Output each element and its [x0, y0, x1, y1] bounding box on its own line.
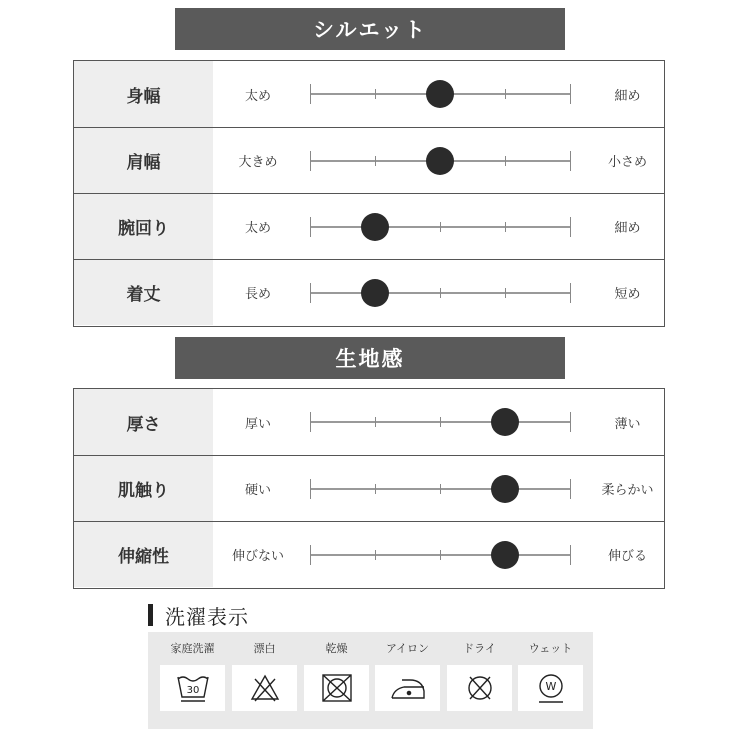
row-label: 身幅: [74, 61, 213, 127]
scale-tick: [310, 283, 311, 303]
scale-tick: [505, 222, 506, 232]
scale-tick: [440, 222, 441, 232]
scale-right-label: 伸びる: [607, 549, 647, 564]
rating-scale: [310, 554, 571, 556]
rating-scale: [310, 488, 571, 490]
rating-scale: [310, 421, 571, 423]
scale-tick: [505, 156, 506, 166]
row-label: 伸縮性: [74, 522, 213, 587]
wet-clean-icon: [518, 665, 583, 711]
rating-marker: [426, 147, 454, 175]
care-heading: [148, 602, 249, 628]
scale-left-label: 厚い: [244, 416, 271, 432]
scale-tick: [310, 545, 311, 565]
row-label: 腕回り: [74, 194, 213, 259]
scale-tick: [310, 412, 311, 432]
rating-marker: [491, 475, 519, 503]
no-bleach-icon: [232, 665, 297, 711]
rating-scale: [310, 93, 571, 95]
scale-left-label: 大きめ: [238, 155, 278, 170]
scale-tick: [570, 412, 571, 432]
silhouette-row: [74, 193, 664, 259]
fabric-row: [74, 455, 664, 521]
rating-scale: [310, 160, 571, 162]
care-label: 家庭洗濯: [170, 642, 215, 655]
scale-tick: [440, 417, 441, 427]
rating-marker: [426, 80, 454, 108]
row-label: 肌触り: [74, 456, 213, 521]
scale-tick: [310, 479, 311, 499]
care-label: ウェット: [528, 642, 573, 655]
care-item: [304, 632, 369, 729]
scale-right-label: 柔らかい: [601, 483, 654, 498]
scale-right-label: 短め: [614, 287, 641, 302]
row-label: 厚さ: [74, 389, 213, 455]
scale-tick: [440, 288, 441, 298]
care-label: 乾燥: [325, 642, 348, 655]
no-dry-clean-icon: [447, 665, 512, 711]
scale-tick: [570, 479, 571, 499]
scale-tick: [375, 417, 376, 427]
heading-bar: [148, 604, 153, 626]
care-panel: [148, 632, 593, 729]
scale-tick: [375, 89, 376, 99]
silhouette-table: [73, 60, 665, 327]
scale-tick: [310, 84, 311, 104]
fabric-title: 生地感: [335, 347, 405, 371]
scale-tick: [570, 84, 571, 104]
scale-right-label: 薄い: [614, 416, 641, 432]
rating-marker: [491, 408, 519, 436]
silhouette-banner: [175, 8, 565, 50]
scale-right-label: 細め: [614, 88, 641, 104]
rating-scale: [310, 292, 571, 294]
care-label: 漂白: [253, 642, 276, 655]
care-item: [518, 632, 583, 729]
scale-left-label: 伸びない: [231, 549, 284, 564]
scale-left-label: 太め: [244, 88, 271, 104]
scale-left-label: 太め: [244, 221, 271, 236]
scale-tick: [570, 283, 571, 303]
care-title: 洗濯表示: [165, 604, 249, 629]
care-item: [160, 632, 225, 729]
care-item: [447, 632, 512, 729]
scale-tick: [440, 550, 441, 560]
scale-tick: [375, 156, 376, 166]
silhouette-row: [74, 61, 664, 127]
scale-tick: [570, 217, 571, 237]
rating-marker: [491, 541, 519, 569]
fabric-row: [74, 521, 664, 587]
rating-marker: [361, 213, 389, 241]
rating-marker: [361, 279, 389, 307]
scale-tick: [570, 151, 571, 171]
scale-tick: [570, 545, 571, 565]
no-tumble-dry-icon: [304, 665, 369, 711]
care-label: アイロン: [385, 642, 429, 655]
care-item: [232, 632, 297, 729]
scale-tick: [505, 288, 506, 298]
care-item: [375, 632, 440, 729]
scale-tick: [310, 217, 311, 237]
scale-left-label: 長め: [244, 287, 271, 302]
wash-30-icon: [160, 665, 225, 711]
scale-tick: [375, 484, 376, 494]
fabric-table: [73, 388, 665, 589]
iron-low-icon: [375, 665, 440, 711]
scale-tick: [440, 484, 441, 494]
scale-left-label: 硬い: [244, 483, 271, 498]
wet-clean-letter: W: [545, 680, 556, 693]
silhouette-title: シルエット: [312, 18, 428, 42]
silhouette-row: [74, 127, 664, 193]
scale-right-label: 小さめ: [607, 155, 647, 170]
row-label: 肩幅: [74, 128, 213, 193]
fabric-row: [74, 389, 664, 455]
scale-tick: [505, 89, 506, 99]
rating-scale: [310, 226, 571, 228]
scale-tick: [375, 550, 376, 560]
scale-tick: [310, 151, 311, 171]
fabric-banner: [175, 337, 565, 379]
scale-right-label: 細め: [614, 221, 641, 236]
silhouette-row: [74, 259, 664, 325]
wash-temperature: 30: [186, 685, 199, 696]
care-label: ドライ: [463, 642, 496, 655]
row-label: 着丈: [74, 260, 213, 325]
